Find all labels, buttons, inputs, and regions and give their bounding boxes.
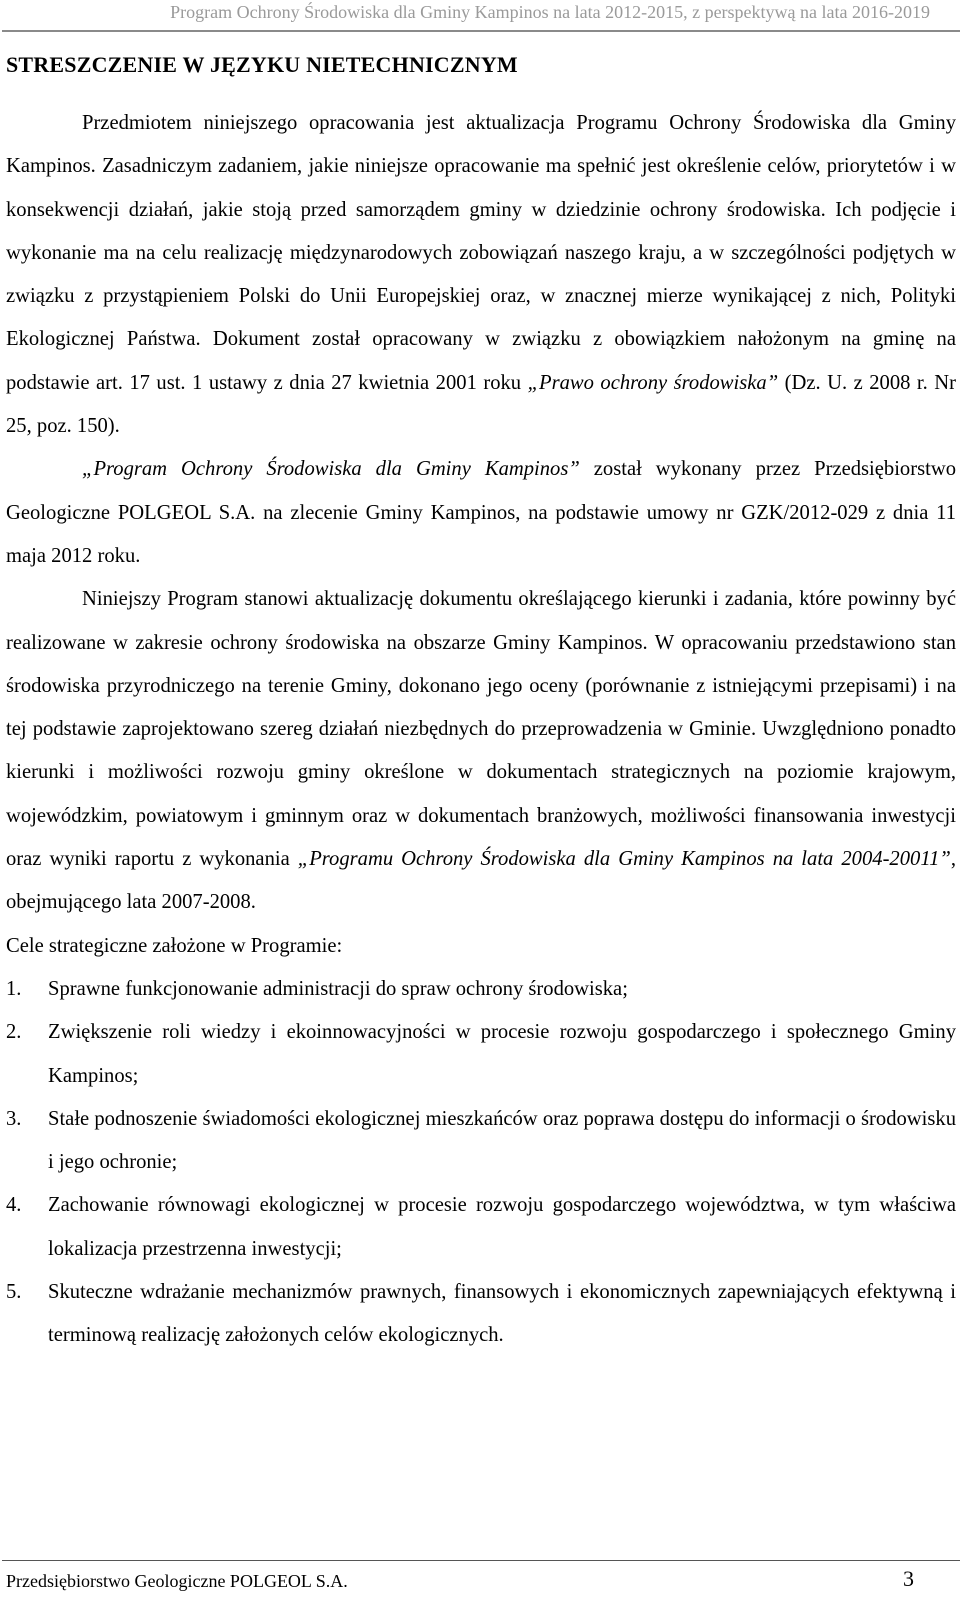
goal-item (6, 1011, 956, 1098)
goal-number: 4. (6, 1194, 22, 1217)
running-header: Program Ochrony Środowiska dla Gminy Kampinos na lata 2012-2015, z perspektywą na lata 2016-2019 (170, 2, 930, 22)
paragraph-subject-text: Przedmiotem niniejszego opracowania jest aktualizacja Programu Ochrony Środowiska dla Gminy Kampinos. Zasadniczym zadaniem, jakie niniejsze opracowanie ma spełnić jest określenie celów, priorytetów i w konsekwencji działań, jakie stoją przed samorządem gminy w dziedzinie ochrony środowiska. Ich podjęcie i wykonanie ma na celu realizację międzynarodowych zobowiązań naszego kraju, a w szczególności podjętych w związku z przystąpieniem Polski do Unii Europejskiej oraz, w znacznej mierze wynikającej z nich, Polityki Ekologicznej Państwa. Dokument został opracowany w związku z obowiązkiem nałożonym na gminę na podstawie art. 17 ust. 1 ustawy z dnia 27 kwietnia 2001 roku (6, 112, 956, 394)
goal-number: 1. (6, 977, 22, 1000)
document-body (6, 102, 956, 1358)
strategic-goals-list (6, 968, 956, 1358)
paragraph-contractor-text: został wykonany przez Przedsiębiorstwo Geologiczne POLGEOL S.A. na zlecenie Gminy Kampinos, na podstawie umowy nr GZK/2012-029 z dnia 11 maja 2012 roku. (6, 458, 956, 567)
footer-company: Przedsiębiorstwo Geologiczne POLGEOL S.A. (6, 1571, 348, 1591)
goal-text: Stałe podnoszenie świadomości ekologicznej mieszkańców oraz poprawa dostępu do informacji o środowisku i jego ochronie; (48, 1107, 956, 1174)
goals-intro: Cele strategiczne założone w Programie: (6, 934, 343, 957)
previous-program-title: „Programu Ochrony Środowiska dla Gminy Kampinos na lata 2004-20011” (297, 848, 951, 871)
paragraph-subject (6, 102, 956, 448)
goal-text: Skuteczne wdrażanie mechanizmów prawnych, finansowych i ekonomicznych zapewniających efektywną i terminową realizację założonych celów ekologicznych. (48, 1281, 956, 1347)
goal-number: 5. (6, 1281, 22, 1304)
goal-number: 2. (6, 1021, 22, 1044)
goal-item (6, 1271, 956, 1358)
law-title: „Prawo ochrony środowiska” (527, 371, 779, 394)
goal-item (6, 1098, 956, 1185)
goal-item (6, 968, 956, 1011)
goal-text: Zwiększenie roli wiedzy i ekoinnowacyjności w procesie rozwoju gospodarczego i społecznego Gminy Kampinos; (48, 1021, 956, 1087)
paragraph-scope (6, 578, 956, 924)
section-heading: STRESZCZENIE W JĘZYKU NIETECHNICZNYM (6, 52, 518, 77)
paragraph-scope-text: Niniejszy Program stanowi aktualizację dokumentu określającego kierunki i zadania, które powinny być realizowane w zakresie ochrony środowiska na obszarze Gminy Kampinos. W opracowaniu przedstawiono stan środowiska przyrodniczego na terenie Gminy, dokonano jego oceny (porównanie z istniejącymi przepisami) i na tej podstawie zaprojektowano szereg działań niezbędnych do przeprowadzenia w Gminie. Uwzględniono ponadto kierunki i możliwości rozwoju gminy określone w dokumentach strategicznych na poziomie krajowym, wojewódzkim, powiatowym i gminnym oraz w dokumentach branżowych, możliwości finansowania inwestycji oraz wyniki raportu z wykonania (6, 588, 956, 871)
page-number: 3 (903, 1566, 914, 1591)
paragraph-contractor (6, 448, 956, 578)
goal-item (6, 1184, 956, 1271)
goal-text: Zachowanie równowagi ekologicznej w procesie rozwoju gospodarczego województwa, w tym właściwa lokalizacja przestrzenna inwestycji; (48, 1194, 956, 1260)
footer-divider (2, 1560, 960, 1561)
paragraph-scope-tail: , obejmującego lata 2007-2008. (6, 848, 956, 914)
law-citation: (Dz. U. z 2008 r. Nr 25, poz. 150). (6, 371, 956, 438)
goal-text: Sprawne funkcjonowanie administracji do spraw ochrony środowiska; (48, 977, 628, 1000)
program-title: „Program Ochrony Środowiska dla Gminy Kampinos” (82, 458, 580, 481)
header-divider (2, 30, 960, 32)
goal-number: 3. (6, 1107, 22, 1130)
